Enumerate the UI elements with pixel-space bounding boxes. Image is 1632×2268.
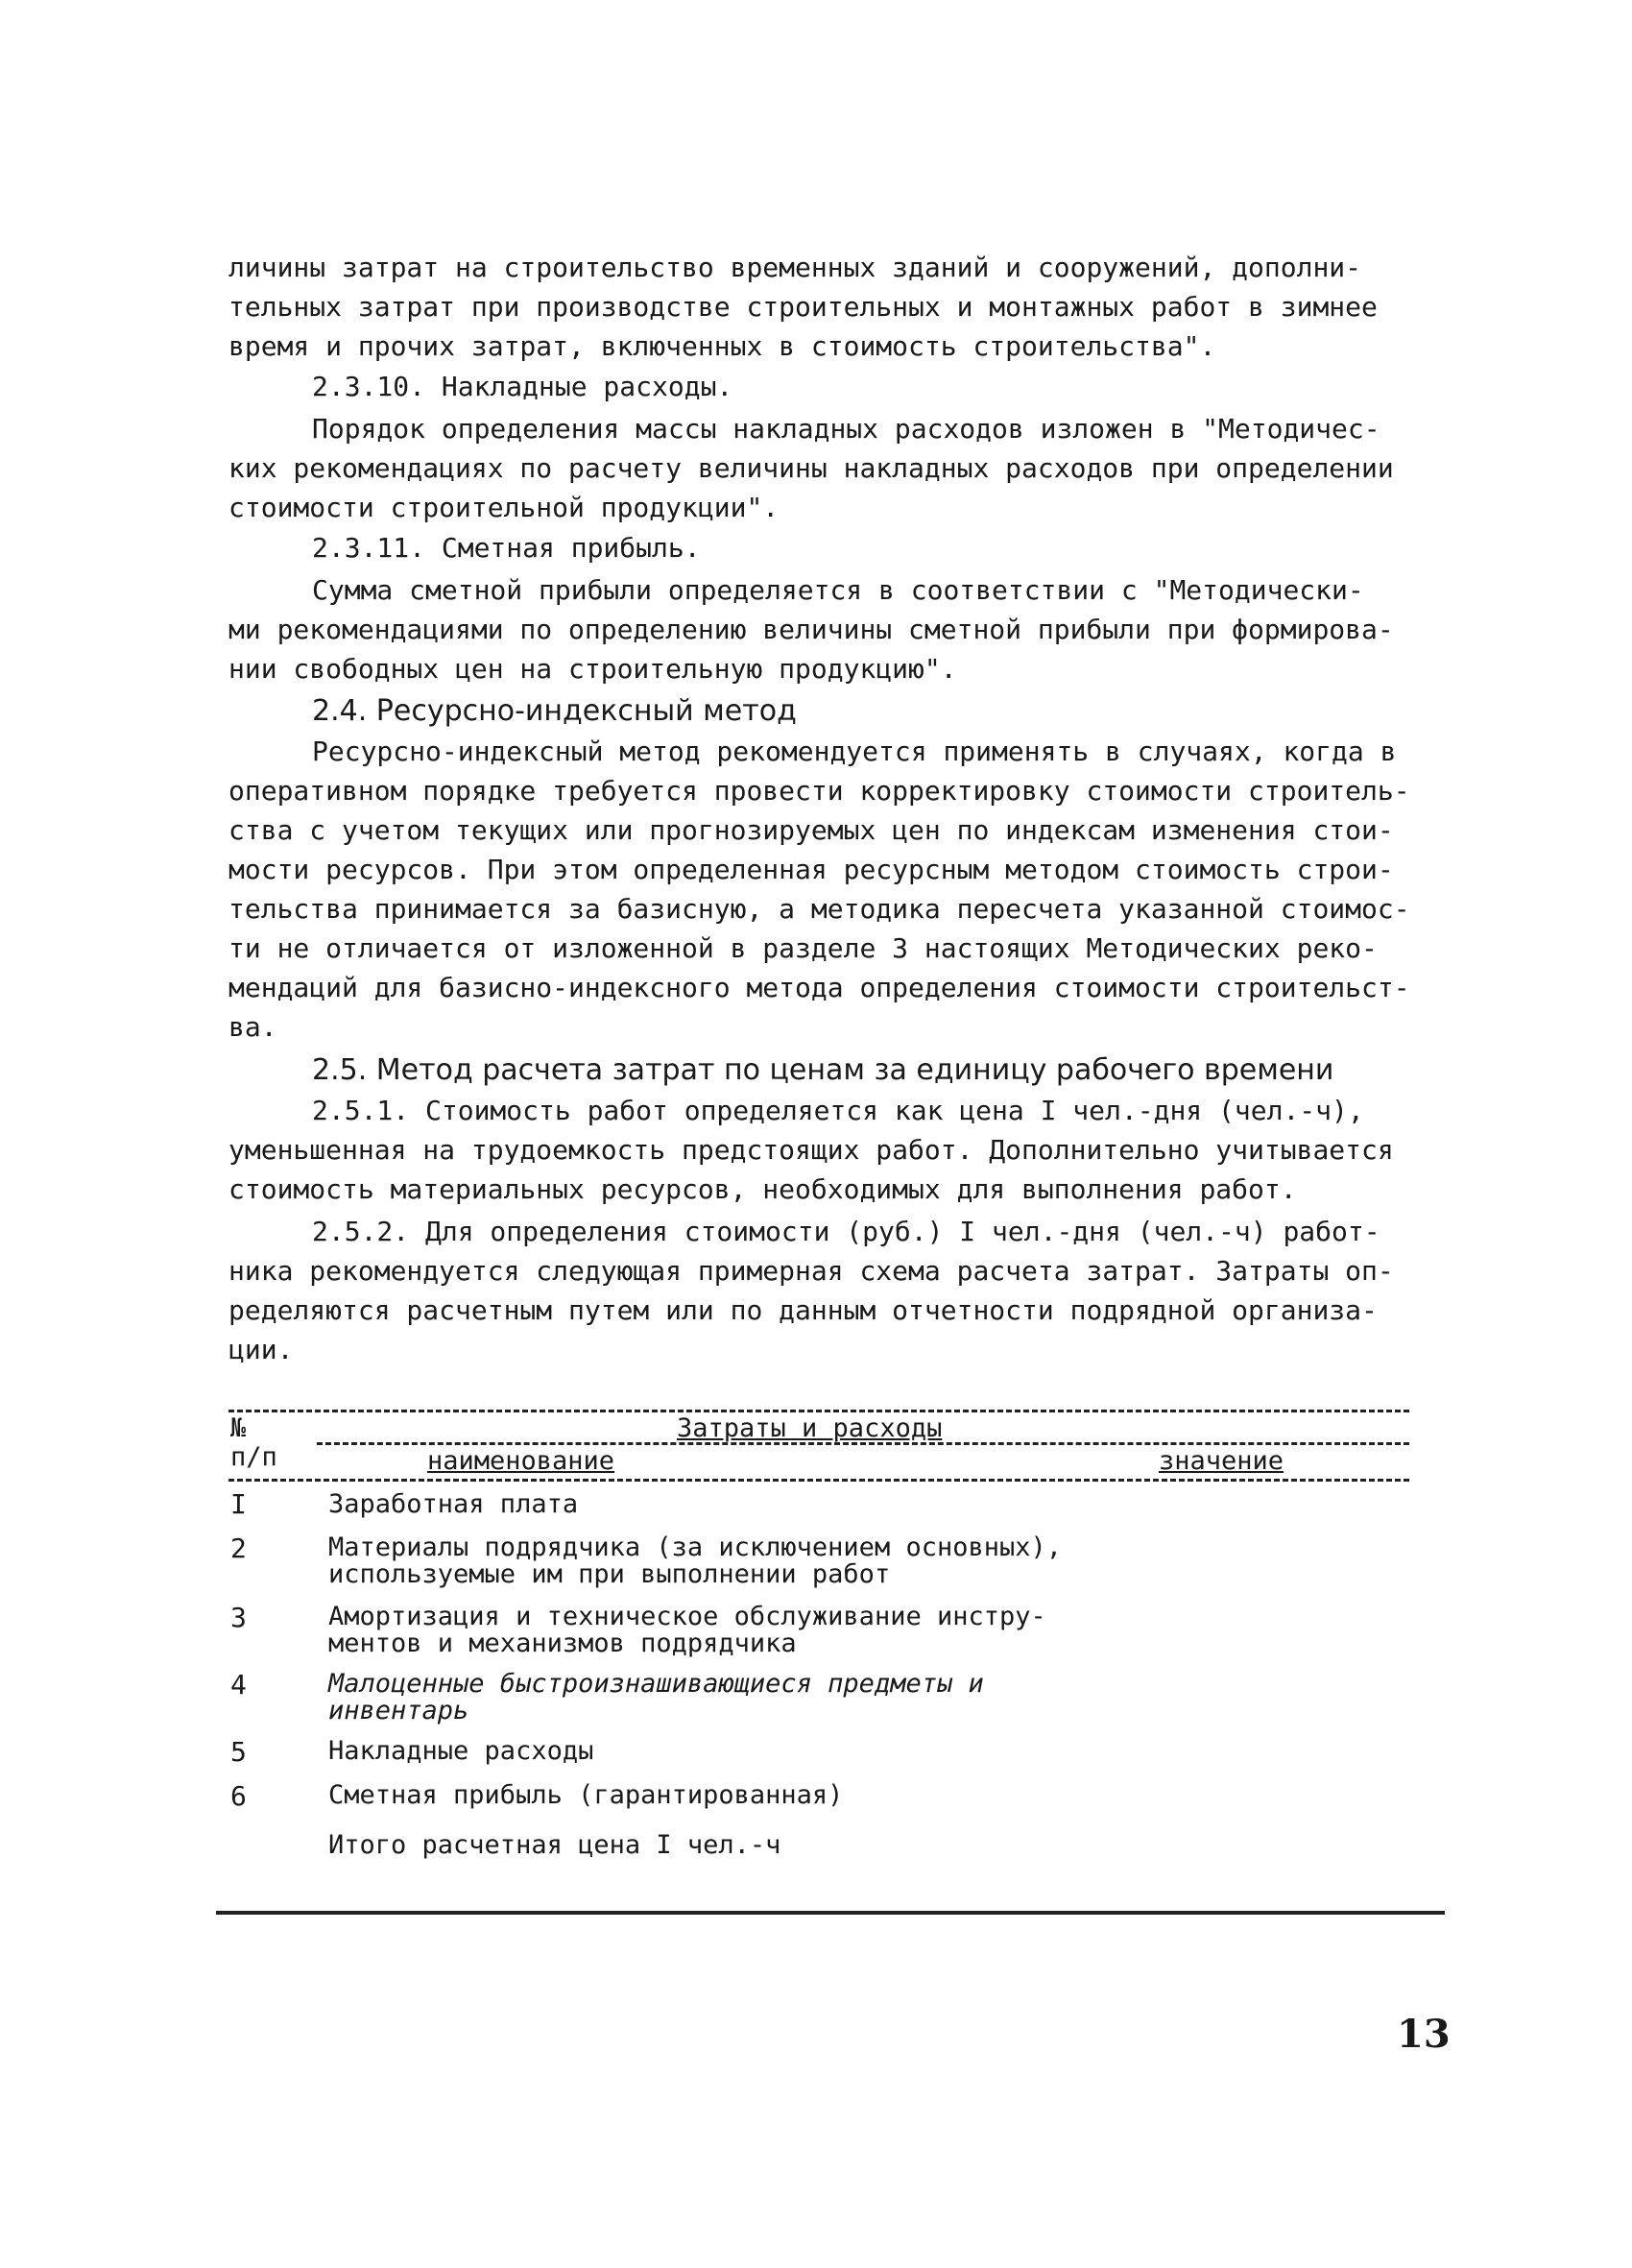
- text-line: ких рекомендациях по расчету величины накладных расходов при определении: [228, 452, 1394, 484]
- column-header-number-line2: п/п: [230, 1442, 277, 1472]
- text-line: ва.: [228, 1011, 277, 1043]
- text-line: тельства принимается за базисную, а методика пересчета указанной стоимос-: [228, 893, 1410, 925]
- column-group-header: Затраты и расходы: [677, 1413, 943, 1443]
- table-header-bottom-rule: [228, 1479, 1409, 1482]
- table-row-number: 5: [230, 1736, 247, 1768]
- text-line: Сумма сметной прибыли определяется в соответствии с "Методически-: [312, 574, 1364, 606]
- table-row-number: I: [230, 1488, 247, 1520]
- text-line: 2.5.2. Для определения стоимости (руб.) I чел.-дня (чел.-ч) работ-: [312, 1216, 1380, 1247]
- text-line: нии свободных цен на строительную продукцию".: [228, 653, 957, 685]
- text-line: мости ресурсов. При этом определенная ресурсным методом стоимость строи-: [228, 854, 1394, 885]
- column-header-number-line1: №: [230, 1413, 247, 1443]
- text-line: стоимости строительной продукции".: [228, 492, 780, 523]
- table-row-number: 4: [230, 1669, 247, 1701]
- table-top-rule: [228, 1410, 1409, 1412]
- table-row-name: Сметная прибыль (гарантированная): [328, 1780, 844, 1810]
- text-line: время и прочих затрат, включенных в стоимость строительства".: [228, 330, 1216, 362]
- table-row-number: 3: [230, 1602, 247, 1633]
- table-bottom-rule: [216, 1911, 1445, 1915]
- table-row-name: Амортизация и техническое обслуживание инстру- ментов и механизмов подрядчика: [328, 1602, 1046, 1658]
- text-line: стоимость материальных ресурсов, необходимых для выполнения работ.: [228, 1173, 1297, 1205]
- text-line: мендаций для базисно-индексного метода определения стоимости строительст-: [228, 972, 1410, 1003]
- text-line: ства с учетом текущих или прогнозируемых цен по индексам изменения стои-: [228, 814, 1394, 846]
- table-row-name: Заработная плата: [328, 1489, 579, 1519]
- section-heading-2-5: 2.5. Метод расчета затрат по ценам за единицу рабочего времени: [312, 1053, 1334, 1087]
- text-line: Порядок определения массы накладных расходов изложен в "Методичес-: [312, 413, 1380, 445]
- table-row-number: 2: [230, 1532, 247, 1564]
- text-line: Ресурсно-индексный метод рекомендуется применять в случаях, когда в: [312, 736, 1397, 767]
- text-line: уменьшенная на трудоемкость предстоящих работ. Дополнительно учитывается: [228, 1134, 1394, 1166]
- page-number: 13: [1397, 2012, 1451, 2057]
- table-header-rule: [317, 1442, 1409, 1445]
- text-line: оперативном порядке требуется провести корректировку стоимости строитель-: [228, 775, 1410, 807]
- text-line: ределяются расчетным путем или по данным отчетности подрядной организа-: [228, 1294, 1378, 1326]
- table-row-name: Накладные расходы: [328, 1736, 594, 1766]
- table-total-row: Итого расчетная цена I чел.-ч: [328, 1830, 781, 1860]
- section-heading-2-4: 2.4. Ресурсно-индексный метод: [312, 694, 797, 728]
- text-line: ти не отличается от изложенной в разделе 3 настоящих Методических реко-: [228, 932, 1378, 964]
- section-heading-2-3-10: 2.3.10. Накладные расходы.: [312, 371, 733, 402]
- text-line: ции.: [228, 1334, 294, 1365]
- table-row-name: Материалы подрядчика (за исключением основных), используемые им при выполнении работ: [328, 1532, 1063, 1589]
- text-line: личины затрат на строительство временных зданий и сооружений, дополни-: [228, 252, 1362, 283]
- text-line: ми рекомендациями по определению величины сметной прибыли при формирова-: [228, 614, 1394, 645]
- text-line: 2.5.1. Стоимость работ определяется как цена I чел.-дня (чел.-ч),: [312, 1095, 1364, 1126]
- table-row-number: 6: [230, 1780, 247, 1812]
- text-line: ника рекомендуется следующая примерная схема расчета затрат. Затраты оп-: [228, 1255, 1394, 1287]
- section-heading-2-3-11: 2.3.11. Сметная прибыль.: [312, 532, 701, 564]
- column-header-value: значение: [1159, 1446, 1284, 1476]
- column-header-name: наименование: [427, 1446, 615, 1476]
- text-line: тельных затрат при производстве строительных и монтажных работ в зимнее: [228, 291, 1378, 323]
- table-row-name: Малоценные быстроизнашивающиеся предметы и инвентарь: [328, 1669, 984, 1725]
